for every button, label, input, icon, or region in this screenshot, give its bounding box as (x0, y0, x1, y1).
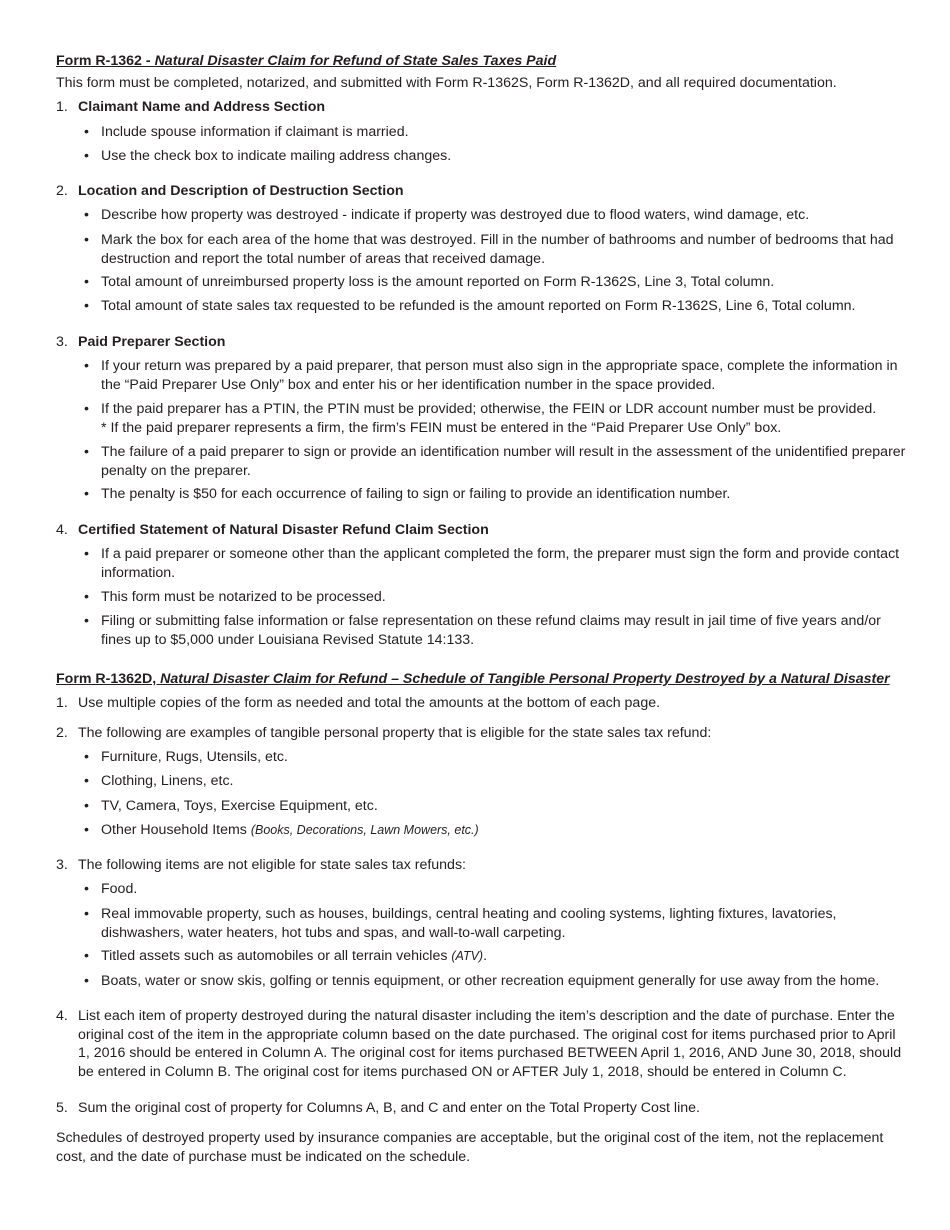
bullet-text: If the paid preparer has a PTIN, the PTIN must be provided; otherwise, the FEIN or LDR account number must be provided. * If the paid preparer represents a firm, the firm’s FEIN must be entered in the “Paid Preparer Use Only” box. (101, 401, 877, 436)
item-number: 1. (56, 695, 68, 711)
bullet-text: Filing or submitting false information or false representation on these refund claims may result in jail time of five years and/or fines up to $5,000 under Louisiana Revised Statute 14:133. (101, 613, 881, 648)
bullet-icon: • (84, 881, 89, 897)
bullet-text: Clothing, Linens, etc. (101, 773, 234, 789)
bullet-icon: • (84, 207, 89, 223)
item-text: The following are examples of tangible personal property that is eligible for the state sales tax refund: (78, 725, 712, 741)
item-number: 4. (56, 1008, 68, 1024)
form-r1362-intro: This form must be completed, notarized, and submitted with Form R-1362S, Form R-1362D, and all required documentation. (56, 75, 837, 91)
bullet-icon: • (84, 973, 89, 989)
item-number: 3. (56, 857, 68, 873)
item-number: 5. (56, 1100, 68, 1116)
bullet-icon: • (84, 298, 89, 314)
bullet-icon: • (84, 906, 89, 922)
bullet-icon: • (84, 822, 89, 838)
bullet-text: Boats, water or snow skis, golfing or tennis equipment, or other recreation equipment generally for use away from the home. (101, 973, 880, 989)
bullet-text: Other Household Items (Books, Decorations, Lawn Mowers, etc.) (101, 822, 479, 838)
section-number: 4. (56, 522, 68, 538)
bullet-icon: • (84, 358, 89, 374)
bullet-text: TV, Camera, Toys, Exercise Equipment, etc. (101, 798, 378, 814)
bullet-icon: • (84, 148, 89, 164)
bullet-text: Furniture, Rugs, Utensils, etc. (101, 749, 288, 765)
item-number: 2. (56, 725, 68, 741)
bullet-text: The failure of a paid preparer to sign or provide an identification number will result in the assessment of the unidentified preparer penalty on the preparer. (101, 444, 906, 479)
bullet-icon: • (84, 749, 89, 765)
bullet-icon: • (84, 401, 89, 417)
bullet-icon: • (84, 486, 89, 502)
bullet-text: Describe how property was destroyed - indicate if property was destroyed due to flood waters, wind damage, etc. (101, 207, 810, 223)
bullet-icon: • (84, 124, 89, 140)
bullet-text: Use the check box to indicate mailing address changes. (101, 148, 452, 164)
bullet-icon: • (84, 274, 89, 290)
closing-paragraph: Schedules of destroyed property used by insurance companies are acceptable, but the original cost of the item, not the replacement cost, and the date of purchase must be indicated on the schedule. (56, 1130, 884, 1165)
item-text: The following items are not eligible for state sales tax refunds: (78, 857, 466, 873)
bullet-text: If your return was prepared by a paid preparer, that person must also sign in the appropriate space, complete the information in the “Paid Preparer Use Only” box and enter his or her identification number in the space provided. (101, 358, 898, 393)
item-text: List each item of property destroyed during the natural disaster including the item’s description and the date of purchase. Enter the original cost of the item in the appropriate column based on the date purchased. The original cost for items purchased prior to April 1, 2016 should be entered in Column A. The original cost for items purchased BETWEEN April 1, 2016, AND June 30, 2018, should be entered in Column B. The original cost for items purchased ON or AFTER July 1, 2018, should be entered in Column C. (78, 1008, 902, 1080)
bullet-icon: • (84, 232, 89, 248)
section-heading-claimant: Claimant Name and Address Section (78, 99, 326, 115)
bullet-text: The penalty is $50 for each occurrence of failing to sign or failing to provide an identification number. (101, 486, 731, 502)
bullet-text: Mark the box for each area of the home that was destroyed. Fill in the number of bathrooms and number of bedrooms that had destruction and report the total number of areas that received damage. (101, 232, 894, 267)
bullet-icon: • (84, 613, 89, 629)
section-number: 2. (56, 183, 68, 199)
bullet-text: Titled assets such as automobiles or all terrain vehicles (ATV). (101, 948, 488, 964)
bullet-text: Real immovable property, such as houses, buildings, central heating and cooling systems, lighting fixtures, lavatories, dishwashers, water heaters, hot tubs and spas, and wall-to-wall carpeting. (101, 906, 837, 941)
section-number: 3. (56, 334, 68, 350)
section-heading-paid-preparer: Paid Preparer Section (78, 334, 226, 350)
section-heading-location: Location and Description of Destruction Section (78, 183, 404, 199)
bullet-text: Food. (101, 881, 138, 897)
bullet-text: If a paid preparer or someone other than the applicant completed the form, the preparer must sign the form and provide contact information. (101, 546, 900, 581)
bullet-icon: • (84, 773, 89, 789)
bullet-text: Total amount of state sales tax requested to be refunded is the amount reported on Form R-1362S, Line 6, Total column. (101, 298, 856, 314)
form-r1362d-title: Form R-1362D, Natural Disaster Claim for Refund – Schedule of Tangible Personal Property Destroyed by a Natural Disaster (56, 671, 890, 687)
bullet-text: This form must be notarized to be processed. (101, 589, 386, 605)
bullet-icon: • (84, 798, 89, 814)
form-r1362-title: Form R-1362 - Natural Disaster Claim for Refund of State Sales Taxes Paid (56, 53, 557, 69)
section-heading-certified-statement: Certified Statement of Natural Disaster Refund Claim Section (78, 522, 489, 538)
bullet-text: Total amount of unreimbursed property loss is the amount reported on Form R-1362S, Line 3, Total column. (101, 274, 775, 290)
item-text: Sum the original cost of property for Columns A, B, and C and enter on the Total Property Cost line. (78, 1100, 700, 1116)
bullet-text: Include spouse information if claimant is married. (101, 124, 409, 140)
bullet-icon: • (84, 444, 89, 460)
bullet-icon: • (84, 589, 89, 605)
bullet-icon: • (84, 546, 89, 562)
section-number: 1. (56, 99, 68, 115)
item-text: Use multiple copies of the form as needed and total the amounts at the bottom of each page. (78, 695, 661, 711)
bullet-icon: • (84, 948, 89, 964)
